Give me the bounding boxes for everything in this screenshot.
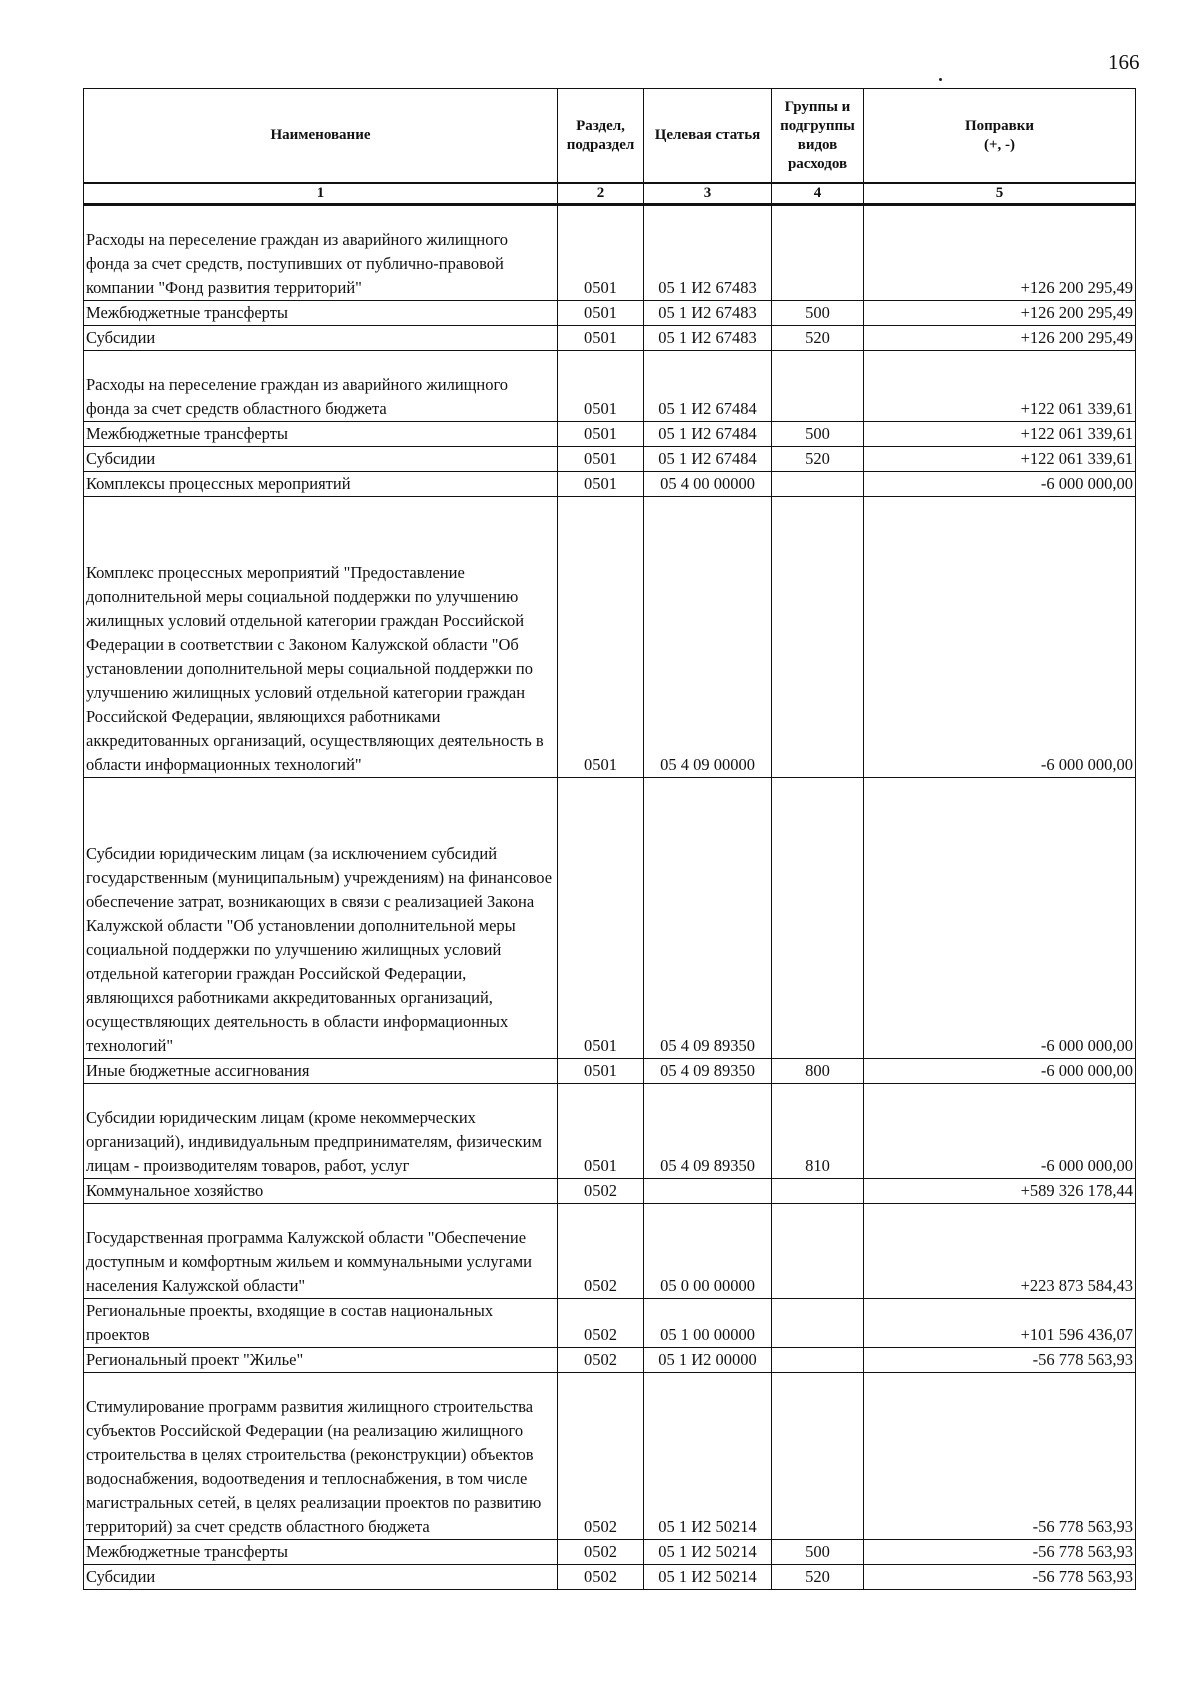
row-target: 05 1 00 00000 (644, 1299, 772, 1348)
row-name: Комплексы процессных мероприятий (84, 472, 558, 497)
row-name: Межбюджетные трансферты (84, 301, 558, 326)
table-row (84, 1299, 1136, 1348)
table-header-row (84, 89, 1136, 184)
table-row (84, 1059, 1136, 1084)
row-name: Региональный проект "Жилье" (84, 1348, 558, 1373)
column-number: 3 (644, 183, 772, 205)
table-row (84, 351, 1136, 422)
row-name: Субсидии юридическим лицам (кроме некоммерческих организаций), индивидуальным предпринимателям, физическим лицам - производителям товаров, работ, услуг (84, 1084, 558, 1179)
table-row (84, 1204, 1136, 1299)
table-row (84, 205, 1136, 301)
table-row (84, 1373, 1136, 1540)
table-row (84, 472, 1136, 497)
row-section: 0501 (558, 301, 644, 326)
row-section: 0502 (558, 1373, 644, 1540)
row-name: Иные бюджетные ассигнования (84, 1059, 558, 1084)
table-row (84, 1565, 1136, 1590)
row-amount: -56 778 563,93 (864, 1348, 1136, 1373)
row-name: Субсидии юридическим лицам (за исключением субсидий государственным (муниципальным) учреждениям) на финансовое обеспечение затрат, возникающих в связи с реализацией Закона Калужской области "Об установлении дополнительной меры социальной поддержки по улучшению жилищных условий отдельной категории граждан Российской Федерации, являющихся работниками аккредитованных организаций, осуществляющих деятельность в области информационных технологий" (84, 778, 558, 1059)
row-target: 05 1 И2 50214 (644, 1373, 772, 1540)
row-section: 0501 (558, 472, 644, 497)
row-section: 0502 (558, 1204, 644, 1299)
budget-amendments-table (83, 88, 1136, 1590)
table-body (84, 205, 1136, 1590)
row-group: 520 (772, 447, 864, 472)
row-group (772, 472, 864, 497)
row-group: 520 (772, 1565, 864, 1590)
row-group (772, 351, 864, 422)
row-section: 0501 (558, 351, 644, 422)
row-amount: +101 596 436,07 (864, 1299, 1136, 1348)
row-section: 0502 (558, 1299, 644, 1348)
row-group: 500 (772, 301, 864, 326)
header-section: Раздел, подраздел (558, 89, 644, 184)
row-group (772, 497, 864, 778)
row-amount: +126 200 295,49 (864, 301, 1136, 326)
row-name: Коммунальное хозяйство (84, 1179, 558, 1204)
row-section: 0502 (558, 1565, 644, 1590)
row-section: 0501 (558, 422, 644, 447)
row-name: Комплекс процессных мероприятий "Предоставление дополнительной меры социальной поддержки по улучшению жилищных условий отдельной категории граждан Российской Федерации в соответствии с Законом Калужской области "Об установлении дополнительной меры социальной поддержки по улучшению жилищных условий отдельной категории граждан Российской Федерации, являющихся работниками аккредитованных организаций, осуществляющих деятельность в области информационных технологий" (84, 497, 558, 778)
row-amount: -6 000 000,00 (864, 1059, 1136, 1084)
row-name: Региональные проекты, входящие в состав национальных проектов (84, 1299, 558, 1348)
row-amount: -6 000 000,00 (864, 472, 1136, 497)
row-target: 05 1 И2 67484 (644, 447, 772, 472)
row-target: 05 4 09 89350 (644, 778, 772, 1059)
row-amount: -56 778 563,93 (864, 1565, 1136, 1590)
row-name: Субсидии (84, 1565, 558, 1590)
row-target: 05 4 00 00000 (644, 472, 772, 497)
row-target: 05 1 И2 50214 (644, 1565, 772, 1590)
column-number-row (84, 183, 1136, 205)
row-group: 800 (772, 1059, 864, 1084)
row-target: 05 1 И2 50214 (644, 1540, 772, 1565)
row-amount: +122 061 339,61 (864, 447, 1136, 472)
row-group (772, 778, 864, 1059)
table-row (84, 447, 1136, 472)
row-section: 0501 (558, 778, 644, 1059)
row-name: Государственная программа Калужской области "Обеспечение доступным и комфортным жильем и коммунальными услугами населения Калужской области" (84, 1204, 558, 1299)
table-row (84, 301, 1136, 326)
row-name: Субсидии (84, 447, 558, 472)
header-target: Целевая статья (644, 89, 772, 184)
row-amount: +122 061 339,61 (864, 351, 1136, 422)
row-target: 05 1 И2 67484 (644, 422, 772, 447)
row-name: Расходы на переселение граждан из аварийного жилищного фонда за счет средств, поступивших от публично-правовой компании "Фонд развития территорий" (84, 205, 558, 301)
row-section: 0501 (558, 447, 644, 472)
row-amount: -6 000 000,00 (864, 778, 1136, 1059)
row-section: 0501 (558, 1084, 644, 1179)
row-section: 0502 (558, 1179, 644, 1204)
row-target: 05 4 09 89350 (644, 1059, 772, 1084)
table-row (84, 778, 1136, 1059)
row-section: 0501 (558, 497, 644, 778)
row-group (772, 205, 864, 301)
header-groups: Группы и подгруппы видов расходов (772, 89, 864, 184)
table-row (84, 326, 1136, 351)
row-name: Межбюджетные трансферты (84, 422, 558, 447)
table-row (84, 1179, 1136, 1204)
row-target: 05 1 И2 67483 (644, 205, 772, 301)
row-amount: -56 778 563,93 (864, 1373, 1136, 1540)
row-target: 05 0 00 00000 (644, 1204, 772, 1299)
row-group (772, 1373, 864, 1540)
row-section: 0502 (558, 1540, 644, 1565)
column-number: 2 (558, 183, 644, 205)
row-group: 500 (772, 422, 864, 447)
row-amount: +122 061 339,61 (864, 422, 1136, 447)
row-target: 05 4 09 89350 (644, 1084, 772, 1179)
table-row (84, 422, 1136, 447)
row-target (644, 1179, 772, 1204)
table-row (84, 1084, 1136, 1179)
row-target: 05 1 И2 67483 (644, 326, 772, 351)
row-group: 810 (772, 1084, 864, 1179)
row-group (772, 1204, 864, 1299)
header-amendments: Поправки (+, -) (864, 89, 1136, 184)
row-name: Субсидии (84, 326, 558, 351)
row-amount: +126 200 295,49 (864, 326, 1136, 351)
row-amount: +126 200 295,49 (864, 205, 1136, 301)
row-group: 520 (772, 326, 864, 351)
row-name: Межбюджетные трансферты (84, 1540, 558, 1565)
column-number: 5 (864, 183, 1136, 205)
table-row (84, 497, 1136, 778)
row-amount: +589 326 178,44 (864, 1179, 1136, 1204)
table-row (84, 1540, 1136, 1565)
row-group (772, 1348, 864, 1373)
row-amount: -6 000 000,00 (864, 497, 1136, 778)
scan-dot (939, 78, 942, 81)
table-row (84, 1348, 1136, 1373)
page-number: 166 (1108, 50, 1140, 74)
row-section: 0502 (558, 1348, 644, 1373)
row-section: 0501 (558, 205, 644, 301)
row-name: Расходы на переселение граждан из аварийного жилищного фонда за счет средств областного бюджета (84, 351, 558, 422)
column-number: 1 (84, 183, 558, 205)
row-amount: -56 778 563,93 (864, 1540, 1136, 1565)
row-group (772, 1179, 864, 1204)
row-target: 05 4 09 00000 (644, 497, 772, 778)
row-amount: -6 000 000,00 (864, 1084, 1136, 1179)
row-group: 500 (772, 1540, 864, 1565)
row-target: 05 1 И2 00000 (644, 1348, 772, 1373)
header-name: Наименование (84, 89, 558, 184)
row-name: Стимулирование программ развития жилищного строительства субъектов Российской Федерации (на реализацию жилищного строительства в целях строительства (реконструкции) объектов водоснабжения, водоотведения и теплоснабжения, в том числе магистральных сетей, в целях реализации проектов по развитию территорий) за счет средств областного бюджета (84, 1373, 558, 1540)
row-group (772, 1299, 864, 1348)
row-target: 05 1 И2 67484 (644, 351, 772, 422)
row-section: 0501 (558, 1059, 644, 1084)
row-section: 0501 (558, 326, 644, 351)
row-target: 05 1 И2 67483 (644, 301, 772, 326)
row-amount: +223 873 584,43 (864, 1204, 1136, 1299)
column-number: 4 (772, 183, 864, 205)
